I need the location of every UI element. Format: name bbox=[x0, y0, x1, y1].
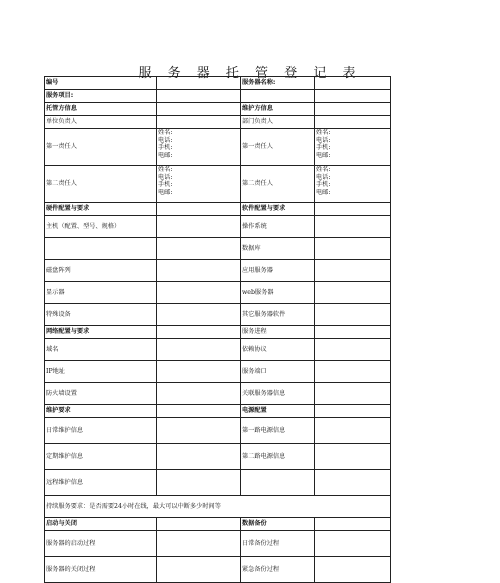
ip-address-label: IP地址 bbox=[45, 361, 157, 383]
empty-cell bbox=[315, 103, 391, 116]
net-config-header: 网络配置与要求 bbox=[45, 326, 157, 339]
ip-address-value[interactable] bbox=[157, 361, 241, 383]
empty-cell bbox=[315, 405, 391, 418]
remote-maint-label: 远程维护信息 bbox=[45, 470, 157, 496]
disk-array-value[interactable] bbox=[157, 260, 241, 282]
empty-cell bbox=[241, 470, 315, 496]
maint-info-header: 维护方信息 bbox=[241, 103, 315, 116]
contact-mobile-label: 手机: bbox=[158, 181, 173, 189]
service-process-label: 服务进程 bbox=[241, 326, 315, 339]
hw-config-header: 硬件配置与要求 bbox=[45, 203, 157, 216]
contact-phone-label: 电话: bbox=[316, 173, 331, 181]
maint-second-lead-contact[interactable] bbox=[315, 166, 391, 203]
empty-cell bbox=[45, 238, 157, 260]
service-project-label: 服务项目: bbox=[45, 90, 157, 103]
empty-cell bbox=[315, 470, 391, 496]
service-project-value[interactable] bbox=[157, 90, 241, 103]
daily-backup-label: 日常备份过程 bbox=[241, 531, 315, 557]
power-config-header: 电源配置 bbox=[241, 405, 315, 418]
dependency-protocol-value[interactable] bbox=[315, 339, 391, 361]
host-info-header: 托管方信息 bbox=[45, 103, 157, 116]
unit-lead-label: 单位负责人 bbox=[45, 116, 157, 129]
maint-second-lead-label: 第二责任人 bbox=[241, 166, 315, 203]
host-first-lead-contact[interactable] bbox=[157, 129, 241, 166]
app-server-label: 应用服务器 bbox=[241, 260, 315, 282]
web-server-label: web服务器 bbox=[241, 282, 315, 304]
empty-cell bbox=[315, 90, 391, 103]
host-second-lead-label: 第二责任人 bbox=[45, 166, 157, 203]
contact-phone-label: 电话: bbox=[158, 136, 173, 144]
id-label: 编号 bbox=[45, 77, 157, 90]
contact-email-label: 电邮: bbox=[158, 188, 173, 195]
sw-config-header: 软件配置与要求 bbox=[241, 203, 315, 216]
empty-cell bbox=[157, 103, 241, 116]
contact-phone-label: 电话: bbox=[158, 173, 173, 181]
page-title: 服 务 器 托 管 登 记 表 bbox=[138, 66, 362, 81]
host-second-lead-contact[interactable] bbox=[157, 166, 241, 203]
host-machine-value[interactable] bbox=[157, 216, 241, 238]
startup-process-value[interactable] bbox=[157, 531, 241, 557]
shutdown-process-value[interactable] bbox=[157, 557, 241, 583]
host-first-lead-label: 第一责任人 bbox=[45, 129, 157, 166]
id-value[interactable] bbox=[157, 77, 241, 90]
server-name-label: 服务器名称: bbox=[241, 77, 315, 90]
contact-name-label: 姓名: bbox=[158, 129, 173, 136]
emergency-backup-label: 紧急备份过程 bbox=[241, 557, 315, 583]
power-2-label: 第二路电源信息 bbox=[241, 444, 315, 470]
firewall-value[interactable] bbox=[157, 383, 241, 405]
power-2-value[interactable] bbox=[315, 444, 391, 470]
service-process-value[interactable] bbox=[315, 326, 391, 339]
power-1-value[interactable] bbox=[315, 418, 391, 444]
dept-lead-label: 部门负责人 bbox=[241, 116, 315, 129]
disk-array-label: 磁盘阵列 bbox=[45, 260, 157, 282]
continuous-service-label: 持续服务要求：是否需要24小时在线，最大可以中断多少时间等 bbox=[45, 496, 391, 518]
contact-phone-label: 电话: bbox=[316, 136, 331, 144]
empty-cell bbox=[157, 405, 241, 418]
maint-first-lead-contact[interactable] bbox=[315, 129, 391, 166]
domain-label: 域名 bbox=[45, 339, 157, 361]
other-server-sw-label: 其它服务器软件 bbox=[241, 304, 315, 326]
special-device-value[interactable] bbox=[157, 304, 241, 326]
server-name-value[interactable] bbox=[315, 77, 391, 90]
remote-maint-value[interactable] bbox=[157, 470, 241, 496]
dept-lead-value[interactable] bbox=[315, 116, 391, 129]
firewall-label: 防火墙设置 bbox=[45, 383, 157, 405]
unit-lead-value[interactable] bbox=[157, 116, 241, 129]
data-backup-header: 数据备份 bbox=[241, 518, 315, 531]
contact-name-label: 姓名: bbox=[316, 129, 331, 136]
empty-cell bbox=[241, 90, 315, 103]
shutdown-process-label: 服务器的关闭过程 bbox=[45, 557, 157, 583]
domain-value[interactable] bbox=[157, 339, 241, 361]
related-server-label: 关联服务器信息 bbox=[241, 383, 315, 405]
database-label: 数据库 bbox=[241, 238, 315, 260]
contact-email-label: 电邮: bbox=[316, 188, 331, 195]
contact-mobile-label: 手机: bbox=[316, 181, 331, 189]
app-server-value[interactable] bbox=[315, 260, 391, 282]
database-value[interactable] bbox=[315, 238, 391, 260]
emergency-backup-value[interactable] bbox=[315, 557, 391, 583]
empty-cell bbox=[157, 518, 241, 531]
other-server-sw-value[interactable] bbox=[315, 304, 391, 326]
registration-table bbox=[44, 76, 391, 583]
os-label: 操作系统 bbox=[241, 216, 315, 238]
periodic-maint-value[interactable] bbox=[157, 444, 241, 470]
empty-cell[interactable] bbox=[157, 238, 241, 260]
contact-mobile-label: 手机: bbox=[158, 144, 173, 152]
start-close-header: 启动与关闭 bbox=[45, 518, 157, 531]
display-value[interactable] bbox=[157, 282, 241, 304]
periodic-maint-label: 定期维护信息 bbox=[45, 444, 157, 470]
service-port-value[interactable] bbox=[315, 361, 391, 383]
empty-cell bbox=[157, 203, 241, 216]
daily-maint-value[interactable] bbox=[157, 418, 241, 444]
contact-name-label: 姓名: bbox=[158, 166, 173, 173]
contact-mobile-label: 手机: bbox=[316, 144, 331, 152]
startup-process-label: 服务器的启动过程 bbox=[45, 531, 157, 557]
daily-maint-label: 日常维护信息 bbox=[45, 418, 157, 444]
host-machine-label: 主机（配置、型号、规格） bbox=[45, 216, 157, 238]
daily-backup-value[interactable] bbox=[315, 531, 391, 557]
display-label: 显示器 bbox=[45, 282, 157, 304]
maint-first-lead-label: 第一责任人 bbox=[241, 129, 315, 166]
maint-req-header: 维护要求 bbox=[45, 405, 157, 418]
contact-email-label: 电邮: bbox=[158, 151, 173, 158]
contact-name-label: 姓名: bbox=[316, 166, 331, 173]
service-port-label: 服务端口 bbox=[241, 361, 315, 383]
power-1-label: 第一路电源信息 bbox=[241, 418, 315, 444]
web-server-value[interactable] bbox=[315, 282, 391, 304]
dependency-protocol-label: 依赖协议 bbox=[241, 339, 315, 361]
empty-cell bbox=[157, 326, 241, 339]
related-server-value[interactable] bbox=[315, 383, 391, 405]
empty-cell bbox=[315, 203, 391, 216]
empty-cell bbox=[315, 518, 391, 531]
special-device-label: 特殊设备 bbox=[45, 304, 157, 326]
os-value[interactable] bbox=[315, 216, 391, 238]
contact-email-label: 电邮: bbox=[316, 151, 331, 158]
